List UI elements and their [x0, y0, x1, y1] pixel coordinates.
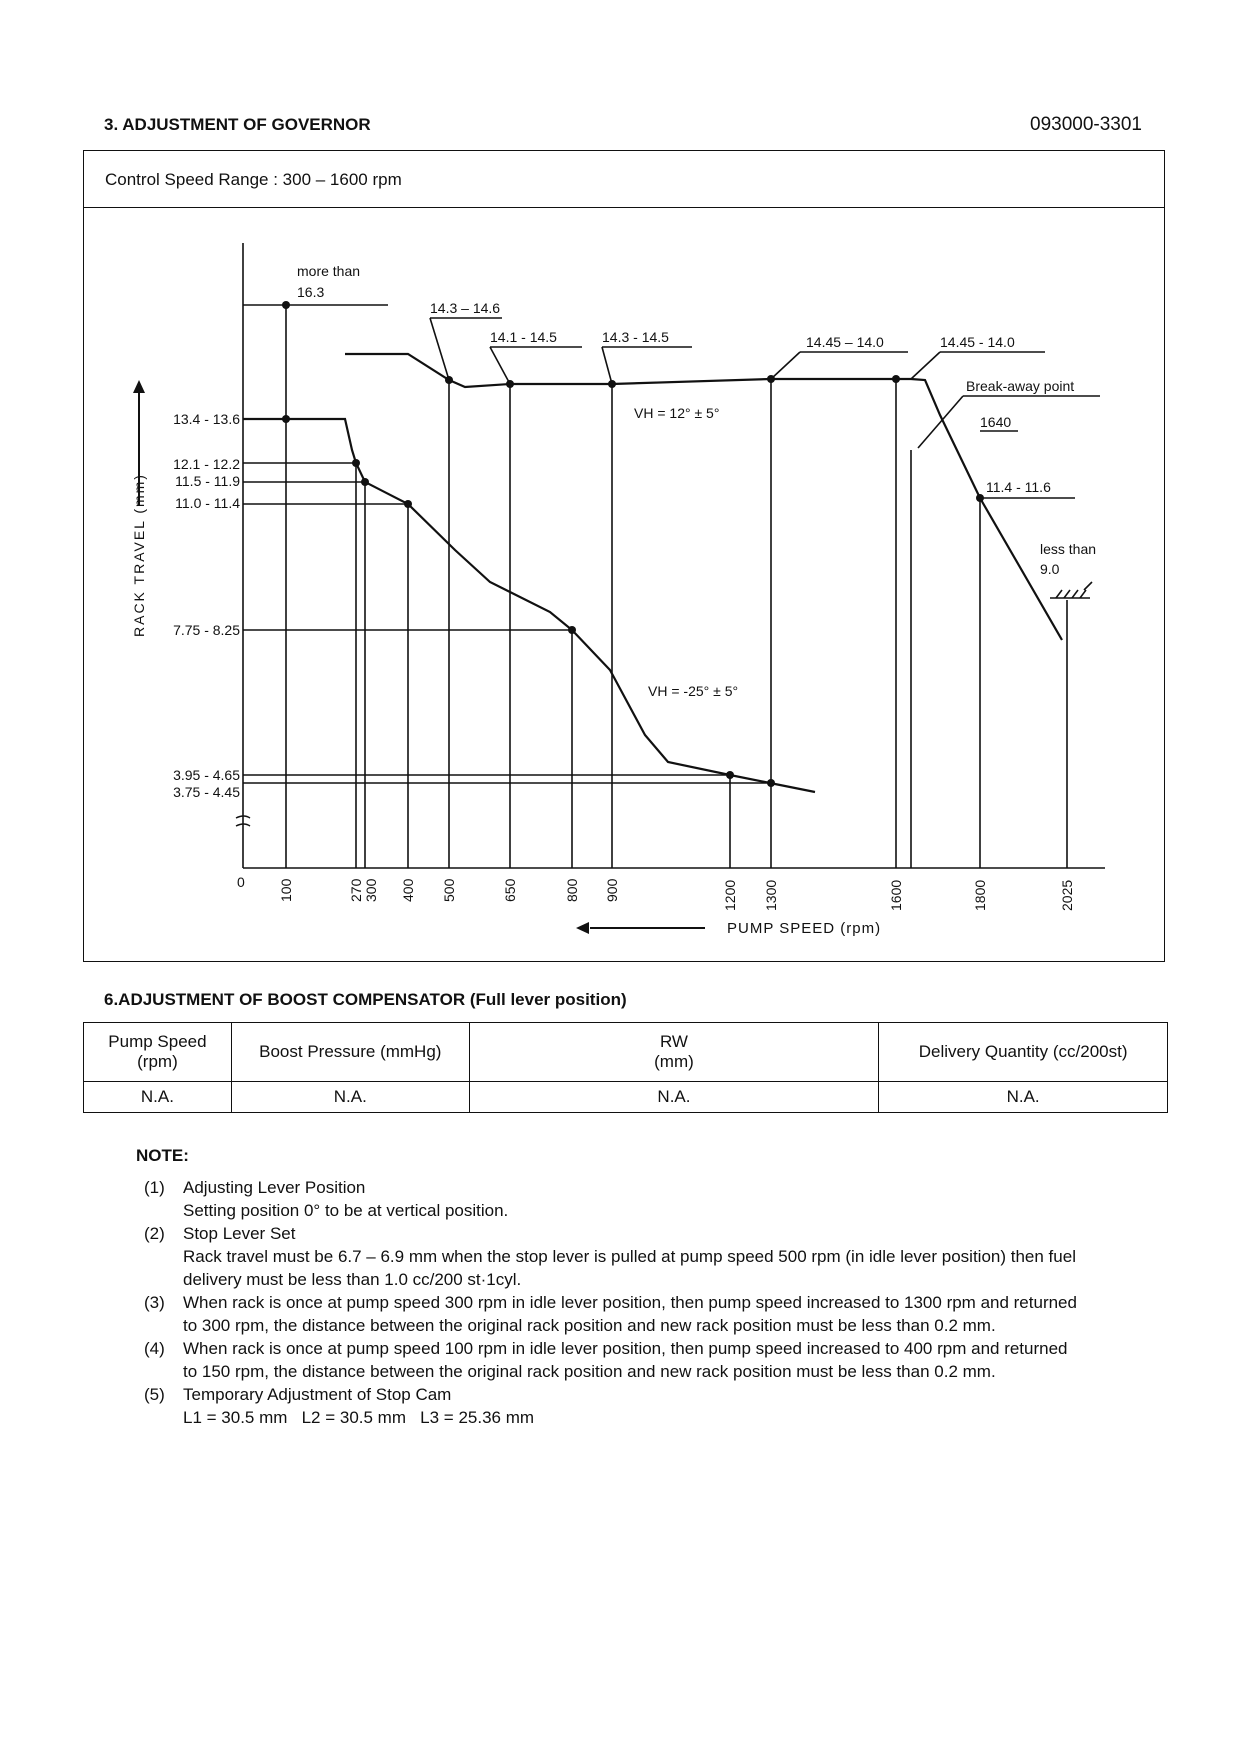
cell-rw: N.A. [469, 1082, 879, 1113]
note-item [144, 1176, 1176, 1222]
y-label-5: 7.75 - 8.25 [173, 622, 240, 638]
x-tick-270: 270 [348, 878, 364, 902]
boost-title: 6.ADJUSTMENT OF BOOST COMPENSATOR (Full lever position) [104, 990, 627, 1009]
control-speed-range: Control Speed Range : 300 – 1600 rpm [105, 170, 402, 189]
x-tick-1200: 1200 [722, 879, 738, 911]
rack-arrow-icon [133, 380, 145, 393]
note-text: Stop Lever Set Rack travel must be 6.7 – 6.9 mm when the stop lever is pulled at pump speed 500 rpm (in idle lever position) then fuel delivery must be less than 1.0 cc/200 st·1cyl. [183, 1224, 1076, 1289]
y-label-4: 11.0 - 11.4 [175, 495, 240, 511]
breakaway-value: 1640 [980, 414, 1012, 430]
note-item [144, 1222, 1176, 1291]
table-row [84, 1082, 1168, 1113]
note-section [136, 1146, 1176, 1429]
more-than-value: 16.3 [297, 284, 325, 300]
less-than-label: less than [1040, 541, 1097, 557]
note-text: Adjusting Lever Position Setting position 0° to be at vertical position. [183, 1178, 509, 1220]
more-than-label: more than [297, 263, 361, 279]
header-delivery-quantity: Delivery Quantity (cc/200st) [879, 1023, 1168, 1082]
less-than-value: 9.0 [1040, 561, 1060, 577]
y-label-2: 12.1 - 12.2 [173, 456, 240, 472]
note-number: (3) [144, 1293, 165, 1312]
y-label-1: 13.4 - 13.6 [173, 411, 240, 427]
y-label-3: 11.5 - 11.9 [175, 473, 240, 489]
x-axis-label: PUMP SPEED (rpm) [727, 920, 882, 937]
header-rw: RW (mm) [469, 1023, 879, 1082]
cell-pump-speed: N.A. [84, 1082, 232, 1113]
boost-table [83, 1022, 1168, 1113]
cell-boost-pressure: N.A. [231, 1082, 469, 1113]
y-label-6: 3.95 - 4.65 [173, 767, 240, 783]
document-number: 093000-3301 [1030, 114, 1142, 135]
x-tick-300: 300 [363, 878, 379, 902]
annotation-14-3-14-5: 14.3 - 14.5 [602, 329, 669, 345]
note-item [144, 1337, 1176, 1383]
note-number: (1) [144, 1178, 165, 1197]
y-axis-label: RACK TRAVEL (mm) [131, 473, 147, 637]
x-tick-400: 400 [400, 878, 416, 902]
x-tick-0: 0 [237, 874, 245, 890]
x-tick-1800: 1800 [972, 879, 988, 911]
section-title: 3. ADJUSTMENT OF GOVERNOR [104, 115, 371, 134]
note-item [144, 1291, 1176, 1337]
vh-idle-label: VH = -25° ± 5° [648, 683, 739, 699]
annotation-14-3-14-6: 14.3 – 14.6 [430, 300, 501, 316]
annotation-14-45-14-0-a: 14.45 – 14.0 [806, 334, 884, 350]
note-item [144, 1383, 1176, 1429]
x-tick-650: 650 [502, 878, 518, 902]
note-number: (5) [144, 1385, 165, 1404]
header-boost-pressure: Boost Pressure (mmHg) [231, 1023, 469, 1082]
speed-arrow-icon [576, 922, 589, 934]
header-pump-speed: Pump Speed (rpm) [84, 1023, 232, 1082]
x-tick-1300: 1300 [763, 879, 779, 911]
x-tick-800: 800 [564, 878, 580, 902]
note-number: (2) [144, 1224, 165, 1243]
breakaway-label: Break-away point [966, 378, 1075, 394]
note-text: When rack is once at pump speed 100 rpm in idle lever position, then pump speed increased to 400 rpm and returned to 150 rpm, the distance between the original rack position and new rack position must be less than 0.2 mm. [183, 1339, 1068, 1381]
annotation-11-4-11-6: 11.4 - 11.6 [986, 479, 1051, 495]
x-tick-500: 500 [441, 878, 457, 902]
idle-lever-curve [243, 419, 815, 792]
annotation-14-1-14-5: 14.1 - 14.5 [490, 329, 557, 345]
x-tick-1600: 1600 [888, 879, 904, 911]
note-text: Temporary Adjustment of Stop Cam L1 = 30.5 mm L2 = 30.5 mm L3 = 25.36 mm [183, 1385, 535, 1427]
x-tick-100: 100 [278, 878, 294, 902]
y-label-7: 3.75 - 4.45 [173, 784, 240, 800]
full-lever-curve [345, 354, 1062, 640]
vh-full-label: VH = 12° ± 5° [634, 405, 720, 421]
note-title: NOTE: [136, 1146, 189, 1165]
x-tick-900: 900 [604, 878, 620, 902]
cell-delivery-quantity: N.A. [879, 1082, 1168, 1113]
x-tick-2025: 2025 [1059, 879, 1075, 911]
note-text: When rack is once at pump speed 300 rpm in idle lever position, then pump speed increased to 1300 rpm and returned to 300 rpm, the distance between the original rack position and new rack position must be less than 0.2 mm. [183, 1293, 1077, 1335]
annotation-14-45-14-0-b: 14.45 - 14.0 [940, 334, 1015, 350]
note-number: (4) [144, 1339, 165, 1358]
